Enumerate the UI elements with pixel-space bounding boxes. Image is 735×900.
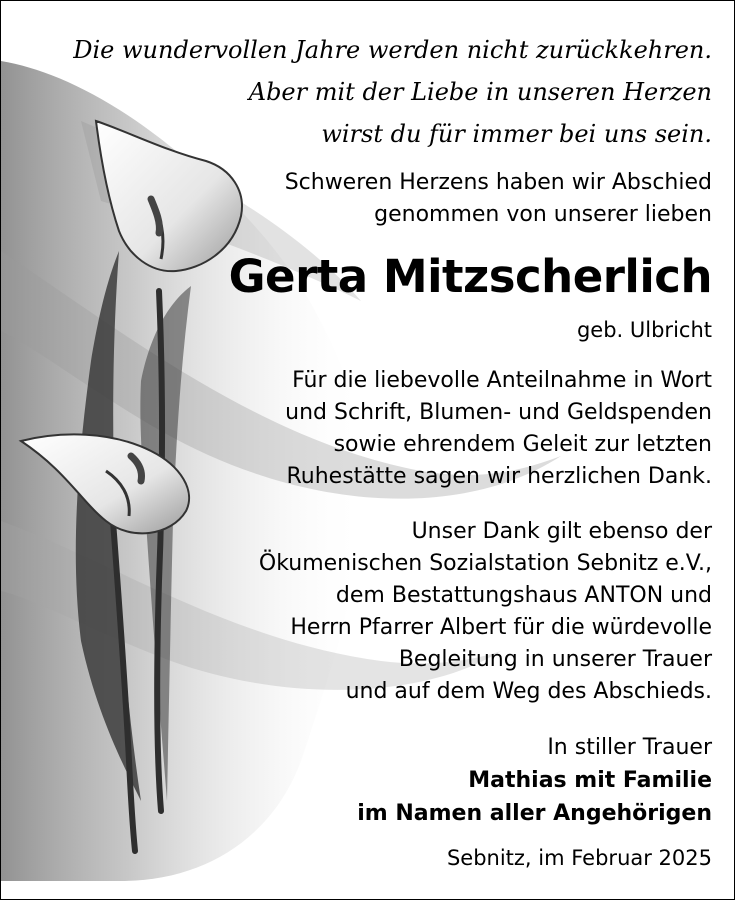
- deceased-name: Gerta Mitzscherlich: [228, 250, 712, 303]
- relatives-line: im Namen aller Angehörigen: [357, 801, 712, 826]
- thanks-line: und Schrift, Blumen- und Geldspenden: [285, 400, 712, 425]
- gratitude-line: Herrn Pfarrer Albert für die würdevolle: [290, 615, 712, 640]
- thanks-line: Für die liebevolle Anteilnahme in Wort: [292, 368, 712, 393]
- gratitude-line: Ökumenischen Sozialstation Sebnitz e.V.,: [258, 551, 712, 576]
- intro-line: Schweren Herzens haben wir Abschied: [284, 170, 712, 195]
- gratitude-line: dem Bestattungshaus ANTON und: [335, 583, 712, 608]
- verse-line: wirst du für immer bei uns sein.: [321, 120, 712, 148]
- gratitude-line: und auf dem Weg des Abschieds.: [345, 679, 712, 704]
- intro-text: [212, 167, 712, 231]
- signature-block: [357, 731, 712, 830]
- thanks-paragraph: [285, 365, 712, 493]
- intro-line: genommen von unserer lieben: [374, 202, 712, 227]
- verse-line: Aber mit der Liebe in unseren Herzen: [248, 78, 712, 106]
- gratitude-paragraph: [259, 516, 712, 708]
- verse-line: Die wundervollen Jahre werden nicht zurückkehren.: [73, 36, 712, 64]
- memorial-verse: [73, 29, 712, 155]
- place-date: Sebnitz, im Februar 2025: [446, 846, 712, 870]
- mourning-line: In stiller Trauer: [547, 735, 712, 760]
- thanks-line: Ruhestätte sagen wir herzlichen Dank.: [286, 464, 712, 489]
- gratitude-line: Begleitung in unserer Trauer: [398, 647, 712, 672]
- family-name: Mathias mit Familie: [468, 768, 712, 793]
- thanks-line: sowie ehrendem Geleit zur letzten: [333, 432, 712, 457]
- gratitude-line: Unser Dank gilt ebenso der: [411, 519, 712, 544]
- maiden-name: geb. Ulbricht: [576, 318, 712, 342]
